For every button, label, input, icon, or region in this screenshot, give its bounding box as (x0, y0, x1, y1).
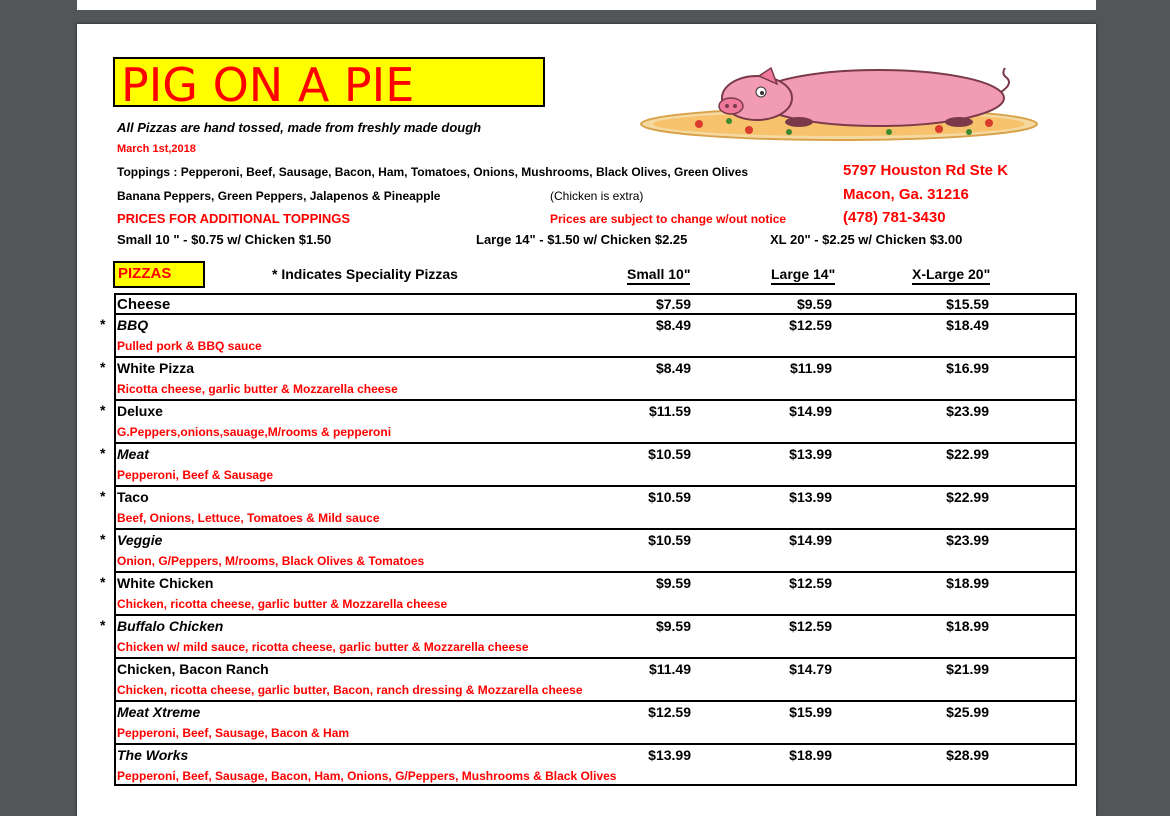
row-divider (116, 743, 1075, 745)
speciality-marker: * (100, 402, 106, 418)
price-small: $11.49 (648, 661, 691, 677)
pizza-name: Buffalo Chicken (117, 618, 224, 634)
price-large: $15.99 (789, 704, 832, 720)
price-small: $12.59 (648, 704, 691, 720)
price-xl: $15.59 (946, 296, 989, 312)
price-xl: $23.99 (946, 532, 989, 548)
price-xl: $22.99 (946, 489, 989, 505)
phone-number: (478) 781-3430 (843, 209, 946, 226)
price-small: $10.59 (648, 489, 691, 505)
toppings-line-1: Toppings : Pepperoni, Beef, Sausage, Bacon, Ham, Tomatoes, Onions, Mushrooms, Black Olives, Green Olives (117, 165, 749, 179)
speciality-marker: * (100, 617, 106, 633)
pizza-description: Chicken w/ mild sauce, ricotta cheese, garlic butter & Mozzarella cheese (117, 640, 529, 654)
restaurant-title: PIG ON A PIE (121, 58, 415, 112)
pizza-name: Chicken, Bacon Ranch (117, 661, 269, 677)
address-line-2: Macon, Ga. 31216 (843, 186, 969, 203)
additional-toppings-heading: PRICES FOR ADDITIONAL TOPPINGS (117, 211, 351, 226)
row-divider (116, 313, 1075, 315)
speciality-marker: * (100, 445, 106, 461)
pizza-name: BBQ (117, 317, 149, 333)
pizza-name: Meat (117, 446, 149, 462)
price-large: $12.59 (789, 575, 832, 591)
row-divider (116, 614, 1075, 616)
menu-page (77, 24, 1096, 816)
pizza-name: Deluxe (117, 403, 163, 419)
pizzas-label: PIZZAS (118, 265, 172, 282)
price-large: $18.99 (789, 747, 832, 763)
price-small: $8.49 (655, 360, 691, 376)
pizza-description: Pepperoni, Beef, Sausage, Bacon, Ham, Onions, G/Peppers, Mushrooms & Black Olives (117, 769, 617, 783)
pizza-name: Cheese (117, 296, 171, 313)
tagline: All Pizzas are hand tossed, made from freshly made dough (117, 120, 482, 135)
price-large: $13.99 (789, 489, 832, 505)
price-large: $13.99 (789, 446, 832, 462)
speciality-marker: * (100, 359, 106, 375)
pizza-description: G.Peppers,onions,sauage,M/rooms & pepperoni (117, 425, 392, 439)
row-divider (116, 399, 1075, 401)
pizza-name: White Pizza (117, 360, 195, 376)
xl-topping-price: XL 20" - $2.25 w/ Chicken $3.00 (770, 232, 963, 247)
price-small: $8.49 (655, 317, 691, 333)
price-small: $13.99 (648, 747, 691, 763)
row-divider (116, 700, 1075, 702)
price-small: $9.59 (655, 575, 691, 591)
price-xl: $18.99 (946, 575, 989, 591)
menu-date: March 1st,2018 (117, 143, 196, 155)
pizza-name: Veggie (117, 532, 163, 548)
price-xl: $21.99 (946, 661, 989, 677)
price-large: $14.79 (789, 661, 832, 677)
price-large: $12.59 (789, 618, 832, 634)
price-large: $12.59 (789, 317, 832, 333)
toppings-line-2: Banana Peppers, Green Peppers, Jalapenos & Pineapple (117, 189, 441, 203)
price-small: $9.59 (655, 618, 691, 634)
price-small: $11.59 (648, 403, 691, 419)
pizza-description: Onion, G/Peppers, M/rooms, Black Olives & Tomatoes (117, 554, 425, 568)
address-line-1: 5797 Houston Rd Ste K (843, 162, 1009, 179)
title-banner (113, 57, 545, 112)
price-xl: $25.99 (946, 704, 989, 720)
price-xl: $23.99 (946, 403, 989, 419)
column-xl: X-Large 20" (912, 266, 990, 285)
speciality-marker: * (100, 488, 106, 504)
price-xl: $22.99 (946, 446, 989, 462)
price-xl: $18.99 (946, 618, 989, 634)
price-large: $14.99 (789, 532, 832, 548)
row-divider (116, 571, 1075, 573)
pizza-description: Pepperoni, Beef & Sausage (117, 468, 274, 482)
pizza-description: Pepperoni, Beef, Sausage, Bacon & Ham (117, 726, 350, 740)
row-divider (116, 528, 1075, 530)
speciality-marker: * (100, 531, 106, 547)
pizza-name: The Works (117, 747, 189, 763)
price-large: $9.59 (796, 296, 832, 312)
row-divider (116, 356, 1075, 358)
pizza-description: Chicken, ricotta cheese, garlic butter & Mozzarella cheese (117, 597, 448, 611)
large-topping-price: Large 14" - $1.50 w/ Chicken $2.25 (476, 232, 688, 247)
pizza-description: Ricotta cheese, garlic butter & Mozzarella cheese (117, 382, 398, 396)
pizza-table (114, 293, 1077, 786)
column-large: Large 14" (771, 266, 835, 285)
price-xl: $28.99 (946, 747, 989, 763)
small-topping-price: Small 10 " - $0.75 w/ Chicken $1.50 (117, 232, 332, 247)
price-change-notice: Prices are subject to change w/out notice (550, 212, 787, 226)
speciality-marker: * (100, 574, 106, 590)
pig-on-pizza-icon (639, 66, 1039, 142)
row-divider (116, 442, 1075, 444)
pizza-description: Pulled pork & BBQ sauce (117, 339, 262, 353)
row-divider (116, 485, 1075, 487)
speciality-marker: * (100, 316, 106, 332)
pizzas-label-box (113, 261, 205, 288)
row-divider (116, 657, 1075, 659)
pizza-name: Meat Xtreme (117, 704, 201, 720)
chicken-extra-note: (Chicken is extra) (550, 189, 644, 203)
pizza-name: Taco (117, 489, 149, 505)
previous-page-edge (77, 0, 1096, 10)
price-xl: $18.49 (946, 317, 989, 333)
pizza-description: Chicken, ricotta cheese, garlic butter, Bacon, ranch dressing & Mozzarella cheese (117, 683, 583, 697)
price-small: $7.59 (655, 296, 691, 312)
pizza-description: Beef, Onions, Lettuce, Tomatoes & Mild sauce (117, 511, 380, 525)
price-large: $14.99 (789, 403, 832, 419)
price-large: $11.99 (789, 360, 832, 376)
price-small: $10.59 (648, 446, 691, 462)
price-small: $10.59 (648, 532, 691, 548)
column-small: Small 10" (627, 266, 690, 285)
price-xl: $16.99 (946, 360, 989, 376)
speciality-note: * Indicates Speciality Pizzas (272, 266, 458, 282)
pizza-name: White Chicken (117, 575, 214, 591)
